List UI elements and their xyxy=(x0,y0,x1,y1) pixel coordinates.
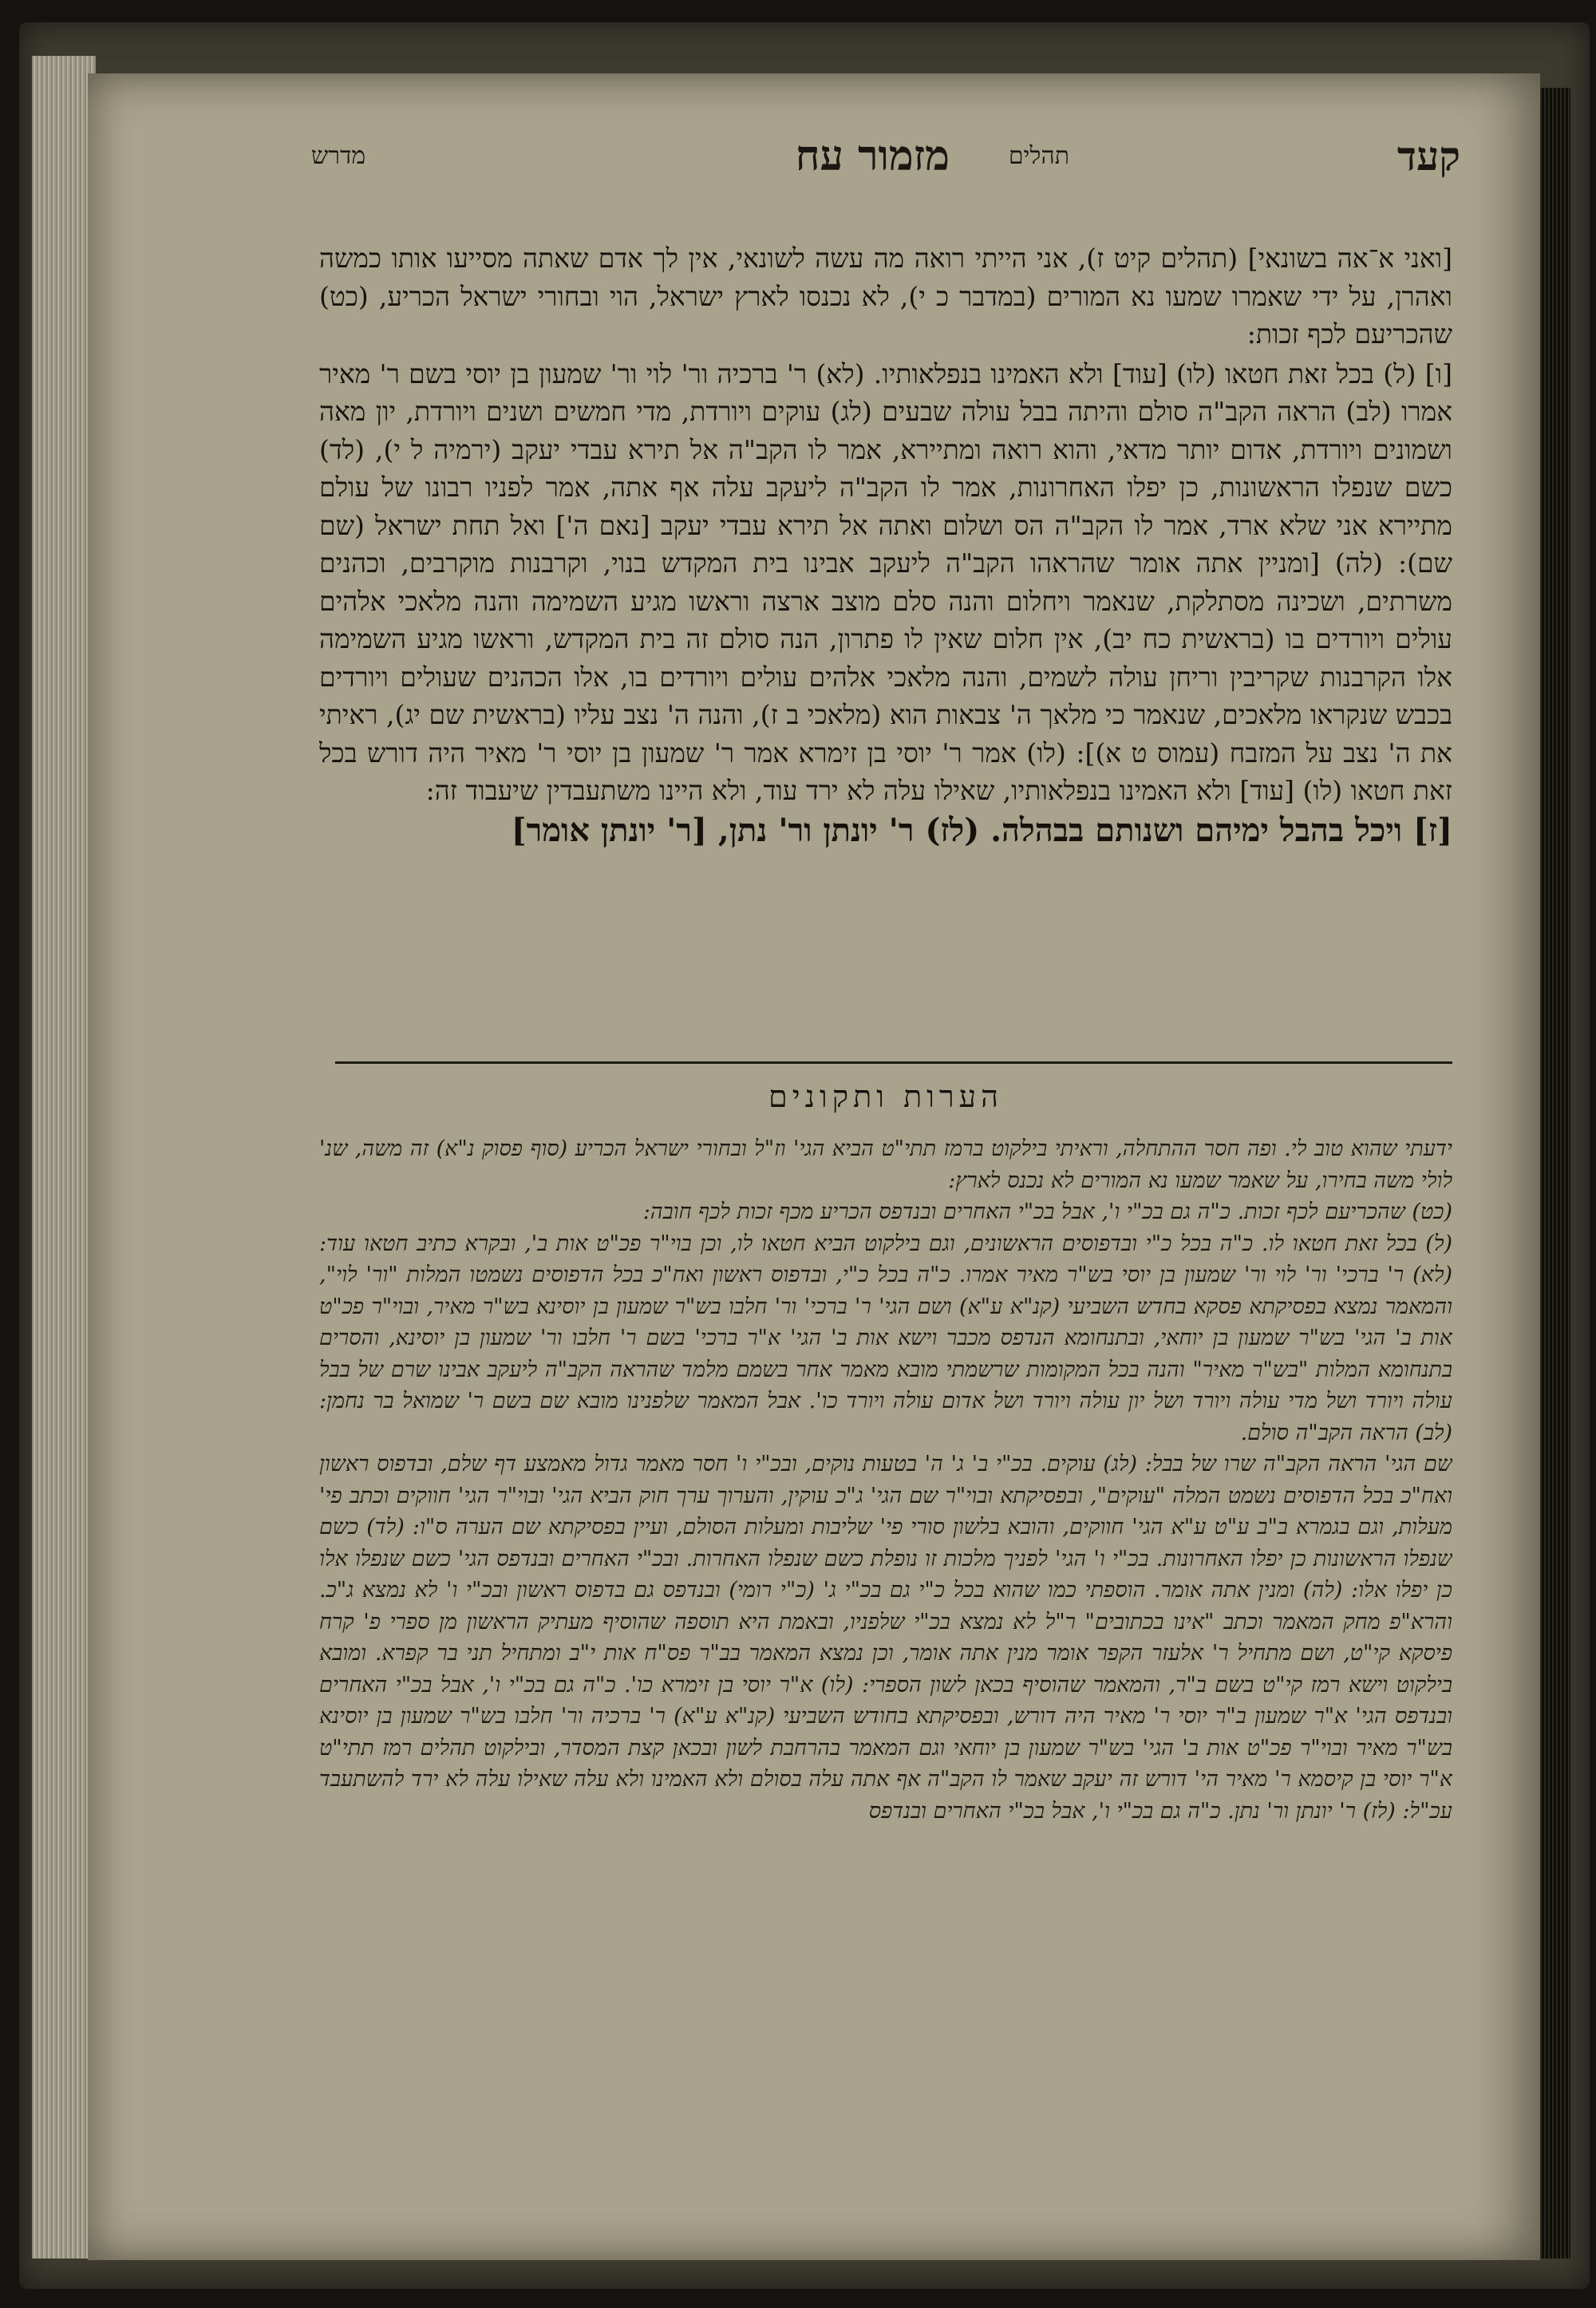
note-paragraph: שם הגי' הראה הקב"ה שרו של בבל: (לג) עוקים. בכ"י ב' ג' ה' בטעות נוקים, ובכ"י ו' חסר מאמר גדול מאמצע דף שלם, ובדפוס ראשון ואח"כ בכל הדפוסים נשמט המלה "עוקים", ובפסיקתא ובוי"ר שם הגי' ג"כ עוקין, והערוך ערך חוק הביא הגי' ובוי"ר הגי' חווקים וכתב פי' מעלות, וגם בגמרא ב"ב ע"ט ע"א הגי' חווקים, והובא בלשון סורי פי' שליבות ומעלות הסולם, ועיין בפסיקתא שם הערה ס"ו: (לד) כשם שנפלו הראשונות כן יפלו האחרונות. בכ"י ו' הגי' לפניך מלכות זו נופלת כשם שנפלו האחרות. ובכ"י האחרים ובנדפס הגי' כשם שנפלו אלו כן יפלו אלו: (לה) ומנין אתה אומר. הוספתי כמו שהוא בכל כ"י גם בכ"י ג' (כ"י רומי) ובנדפס גם בדפוס ראשון ובכ"י ו' לא נמצא ג"כ. והרא"פ מחק המאמר וכתב "אינו בכתובים" ר"ל לא נמצא בכ"י שלפניו, ובאמת היא תוספה שהוסיף מעתיק הראשון מן ספרי פ' קרח פיסקא קי"ט, ושם מתחיל ר' אלעזר הקפר אומר מנין אתה אומר, וכן נמצא המאמר בב"ר פס"ח אות י"ב ומתחיל תני בר קפרא. ומובא בילקוט וישא רמז קי"ט בשם ב"ר, והמאמר שהוסיף בכאן לשון הספרי: (לו) א"ר יוסי בן זימרא כו'. כ"ה גם בכ"י ו', אבל בכ"י האחרים ובנדפס הגי' א"ר שמעון ב"ר יוסי ר' מאיר היה דורש, ובפסיקתא בחודש השביעי (קנ"א ע"א) ר' ברכיה ור' חלבו בש"ר שמעון בן יוסינא בש"ר מאיר ובוי"ר פכ"ט אות ב' הגי' בש"ר שמעון בן יוחאי וגם המאמר בהרחבת לשון ובכאן קצת המסדר, ובילקוט תהלים רמז תתי"ט א"ר יוסי בן קיסמא ר' מאיר הי' דורש זה יעקב שאמר לו הקב"ה אף אתה עלה בסולם ולא האמינו ולא עלה שאילו עלה לא ירד להשתעבד עכ"ל: (לז) ר' יונתן ור' נתן. כ"ה גם בכ"י ו', אבל בכ"י האחרים ובנדפס xyxy=(319,1452,1452,1824)
note-paragraph: ידעתי שהוא טוב לי. ופה חסר ההתחלה, וראיתי בילקוט ברמז תתי"ט הביא הגי' וז"ל ובחורי ישראל הכריע (סוף פסוק נ"א) זה משה, שנ' לולי משה בחירו, על שאמר שמעו נא המורים לא נכנס לארץ: xyxy=(319,1136,1452,1193)
note-paragraph: (ל) בכל זאת חטאו לו. כ"ה בכל כ"י ובדפוסים הראשונים, וגם בילקוט הביא חטאו לו, וכן בוי"ר פכ"ט אות ב', ובקרא כתיב חטאו עוד: (לא) ר' ברכי' ור' לוי ור' שמעון בן יוסי בש"ר מאיר אמרו. כ"ה בכל כ"י, ובדפוס ראשון ואח"כ בכל הדפוסים נשמטו המלות "ור' לוי", והמאמר נמצא בפסיקתא פסקא בחדש השביעי (קנ"א ע"א) ושם הגי' ר' ברכי' ור' חלבו בש"ר שמעון בן יוסינא בש"ר מאיר, ובוי"ר פכ"ט אות ב' הגי' בש"ר שמעון בן יוחאי, ובתנחומא הנדפס מכבר וישא אות ב' הגי' א"ר ברכי' בשם ר' חלבו ור' שמעון בן יוסינא, והסרים בתנחומא המלות "בש"ר מאיר" והנה בכל המקומות שרשמתי מובא מאמר אחר בשמם מלמד שהראה הקב"ה ליעקב אבינו שרם של בבל עולה ויורד ושל מדי עולה ויורד ושל יון עולה ויורד ושל אדום עולה ויורד כו'. אבל המאמר שלפנינו מובא שם בשם ר' שמואל בר נחמן: (לב) הראה הקב"ה סולם. xyxy=(319,1231,1452,1445)
note-paragraph: (כט) שהכריעם לכף זכות. כ"ה גם בכ"י ו', אבל בכ"י האחרים ובנדפס הכריע מכף זכות לכף חובה: xyxy=(642,1199,1452,1224)
main-paragraph: [ז] ויכל בהבל ימיהם ושנותם בבהלה. (לז) ר' יונתן ור' נתן, [ר' יונתן אומר] xyxy=(511,811,1452,849)
page-edges-left xyxy=(32,56,96,2259)
main-paragraph: [ואני א־אה בשונאי] (תהלים קיט ז), אני הייתי רואה מה עשה לשונאי, אין לך אדם שאתה מסייעו אותו כמשה ואהרן, על ידי שאמרו שמעו נא המורים (במדבר כ י), לא נכנסו לארץ ישראל, הוי ובחורי ישראל הכריע, (כט) שהכריעם לכף זכות: xyxy=(319,243,1452,350)
notes-title: הערות ותקונים xyxy=(768,1079,1003,1114)
section-divider xyxy=(335,1061,1452,1064)
notes-body xyxy=(319,1133,1452,2043)
main-paragraph: [ו] (ל) בכל זאת חטאו (לו) [עוד] ולא האמינו בנפלאותיו. (לא) ר' ברכיה ור' לוי ור' שמעון בן יוסי בשם ר' מאיר אמרו (לב) הראה הקב"ה סולם והיתה בבל עולה שבעים (לג) עוקים ויורדת, מדי חמשים ושנים ויורדת, יון מאה ושמונים ויורדת, אדום יותר מדאי, והוא רואה ומתיירא, אמר לו הקב"ה אל תירא עבדי יעקב (ירמיה ל י), (לד) כשם שנפלו הראשונות, כן יפלו האחרונות, אמר לו הקב"ה ליעקב עלה אף אתה, אמר לפניו רבונו של עולם מתיירא אני שלא ארד, אמר לו הקב"ה הס ושלום ואתה אל תירא עבדי יעקב [נאם ה'] ואל תחת ישראל (שם שם): (לה) [ומניין אתה אומר שהראהו הקב"ה ליעקב אבינו בית המקדש בנוי, וקרבנות מוקרבים, וכהנים משרתים, ושכינה מסתלקת, שנאמר ויחלום והנה סלם מוצב ארצה וראשו מגיע השמימה והנה מלאכי אלהים עולים ויורדים בו (בראשית כח יב), אין חלום שאין לו פתרון, הנה סולם זה בית המקדש, וראשו מגיע השמימה אלו הקרבנות שקריבין וריחן עולה לשמים, והנה מלאכי אלהים עולים ויורדים בו, אלו הכהנים שעולים ויורדים בכבש שנקראו מלאכים, שנאמר כי מלאך ה' צבאות הוא (מלאכי ב ז), והנה ה' נצב עליו (בראשית שם יג), ראיתי את ה' נצב על המזבח (עמוס ט א)]: (לו) אמר ר' יוסי בן זימרא אמר ר' שמעון בן יוסי ר' מאיר היה דורש בכל זאת חטאו (לו) [עוד] ולא האמינו בנפלאותיו, שאילו עלה לא ירד עוד, ולא היינו משתעבדין שיעבוד זה: xyxy=(319,358,1452,806)
main-text xyxy=(319,239,1452,1045)
psalm-heading: מזמור עח xyxy=(795,131,950,180)
book-name: תהלים xyxy=(1008,142,1069,170)
page-number: קעד xyxy=(1396,132,1460,180)
running-head xyxy=(311,120,1460,192)
work-name: מדרש xyxy=(311,142,366,170)
